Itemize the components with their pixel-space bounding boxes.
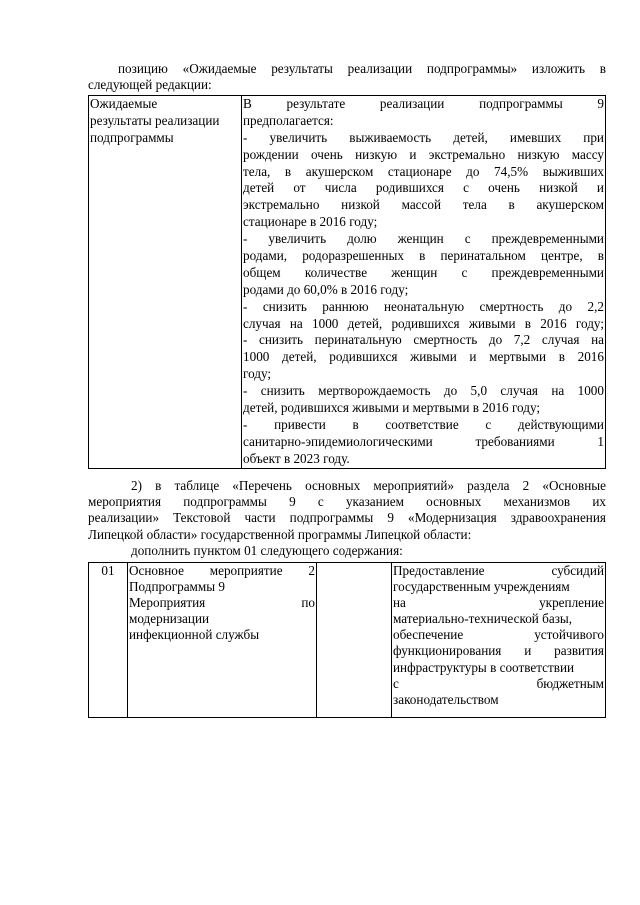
para2-line-1: 2) в таблице «Перечень основных мероприятий» раздела 2 «Основные xyxy=(131,478,606,493)
measure-name-line: модернизации xyxy=(129,611,210,627)
para2-line-4: Липецкой области» государственной программы Липецкой области: xyxy=(88,527,472,542)
description-line: материально-технической базы, xyxy=(393,611,573,627)
content-line: стационаре в 2016 году; xyxy=(243,214,378,230)
para2-line-2: мероприятия подпрограммы 9 с указанием основных механизмов их xyxy=(88,494,606,509)
measure-name-line: Основное мероприятие 2 xyxy=(129,563,315,578)
content-line: объект в 2023 году. xyxy=(243,450,350,466)
description-line: законодательством xyxy=(393,691,499,707)
expected-results-table xyxy=(88,95,606,469)
content-line: рождении очень низкую и экстремально низкую массу xyxy=(243,146,604,162)
measure-name-line: инфекционной службы xyxy=(129,627,260,643)
description-line: инфраструктуры в соответствии xyxy=(393,659,575,675)
content-line: В результате реализации подпрограммы 9 xyxy=(243,96,604,111)
content-line: родами, родоразрешенных в перинатальном центре, в xyxy=(243,248,604,264)
description-line: на укрепление xyxy=(393,595,604,611)
label-cell xyxy=(89,96,242,469)
content-line: родами до 60,0% в 2016 году; xyxy=(243,281,409,297)
content-line: общем количестве женщин с преждевременными xyxy=(243,264,604,280)
table-row xyxy=(89,96,606,469)
intro-line-1: позицию «Ожидаемые результаты реализации подпрограммы» изложить в xyxy=(118,61,606,76)
measure-table xyxy=(88,562,606,718)
description-line: обеспечение устойчивого xyxy=(393,627,604,643)
number-cell xyxy=(89,563,128,718)
intro-line-2: следующей редакции: xyxy=(88,77,212,92)
empty-cell xyxy=(317,563,392,718)
description-line: функционирования и развития xyxy=(393,643,604,659)
measure-name-line: Мероприятия по xyxy=(129,595,315,611)
measure-name-cell xyxy=(128,563,317,718)
content-line: - привести в соответствие с действующими xyxy=(243,416,604,432)
para2-line-3: реализации» Текстовой части подпрограммы 9 «Модернизация здравоохранения xyxy=(88,510,606,525)
item-number: 01 xyxy=(101,563,115,578)
description-line: Предоставление субсидий xyxy=(393,563,604,578)
content-line: предполагается: xyxy=(243,112,334,128)
label-line: результаты реализации xyxy=(90,112,220,128)
para2-line-5: дополнить пунктом 01 следующего содержания: xyxy=(131,543,403,558)
content-line: - снизить перинатальную смертность до 7,2 случая на xyxy=(243,332,604,348)
label-line: Ожидаемые xyxy=(90,96,158,111)
table-row xyxy=(89,563,606,718)
content-line: году; xyxy=(243,366,272,382)
content-cell xyxy=(242,96,606,469)
content-line: - увеличить выживаемость детей, имевших при xyxy=(243,129,604,145)
label-line: подпрограммы xyxy=(90,129,174,145)
content-line: 1000 детей, родившихся живыми и мертвыми в 2016 xyxy=(243,349,604,365)
content-line: - снизить раннюю неонатальную смертность до 2,2 xyxy=(243,298,604,314)
content-line: экстремально низкой массой тела в акушерском xyxy=(243,197,604,213)
content-line: - снизить мертворождаемость до 5,0 случая на 1000 xyxy=(243,383,604,399)
content-line: санитарно-эпидемиологическими требованиями 1 xyxy=(243,433,604,449)
content-line: тела, в акушерском стационаре до 74,5% выживших xyxy=(243,163,604,179)
description-line: с бюджетным xyxy=(393,675,604,691)
description-cell xyxy=(392,563,606,718)
content-line: - увеличить долю женщин с преждевременными xyxy=(243,231,604,247)
empty-cell-text xyxy=(318,563,390,579)
description-line: государственным учреждениям xyxy=(393,579,570,595)
content-line: детей, родившихся живыми и мертвыми в 2016 году; xyxy=(243,400,541,416)
content-line: случая на 1000 детей, родившихся живыми в 2016 году; xyxy=(243,315,604,331)
content-line: детей от числа родившихся с очень низкой и xyxy=(243,180,604,196)
measure-name-line: Подпрограммы 9 xyxy=(129,579,225,595)
